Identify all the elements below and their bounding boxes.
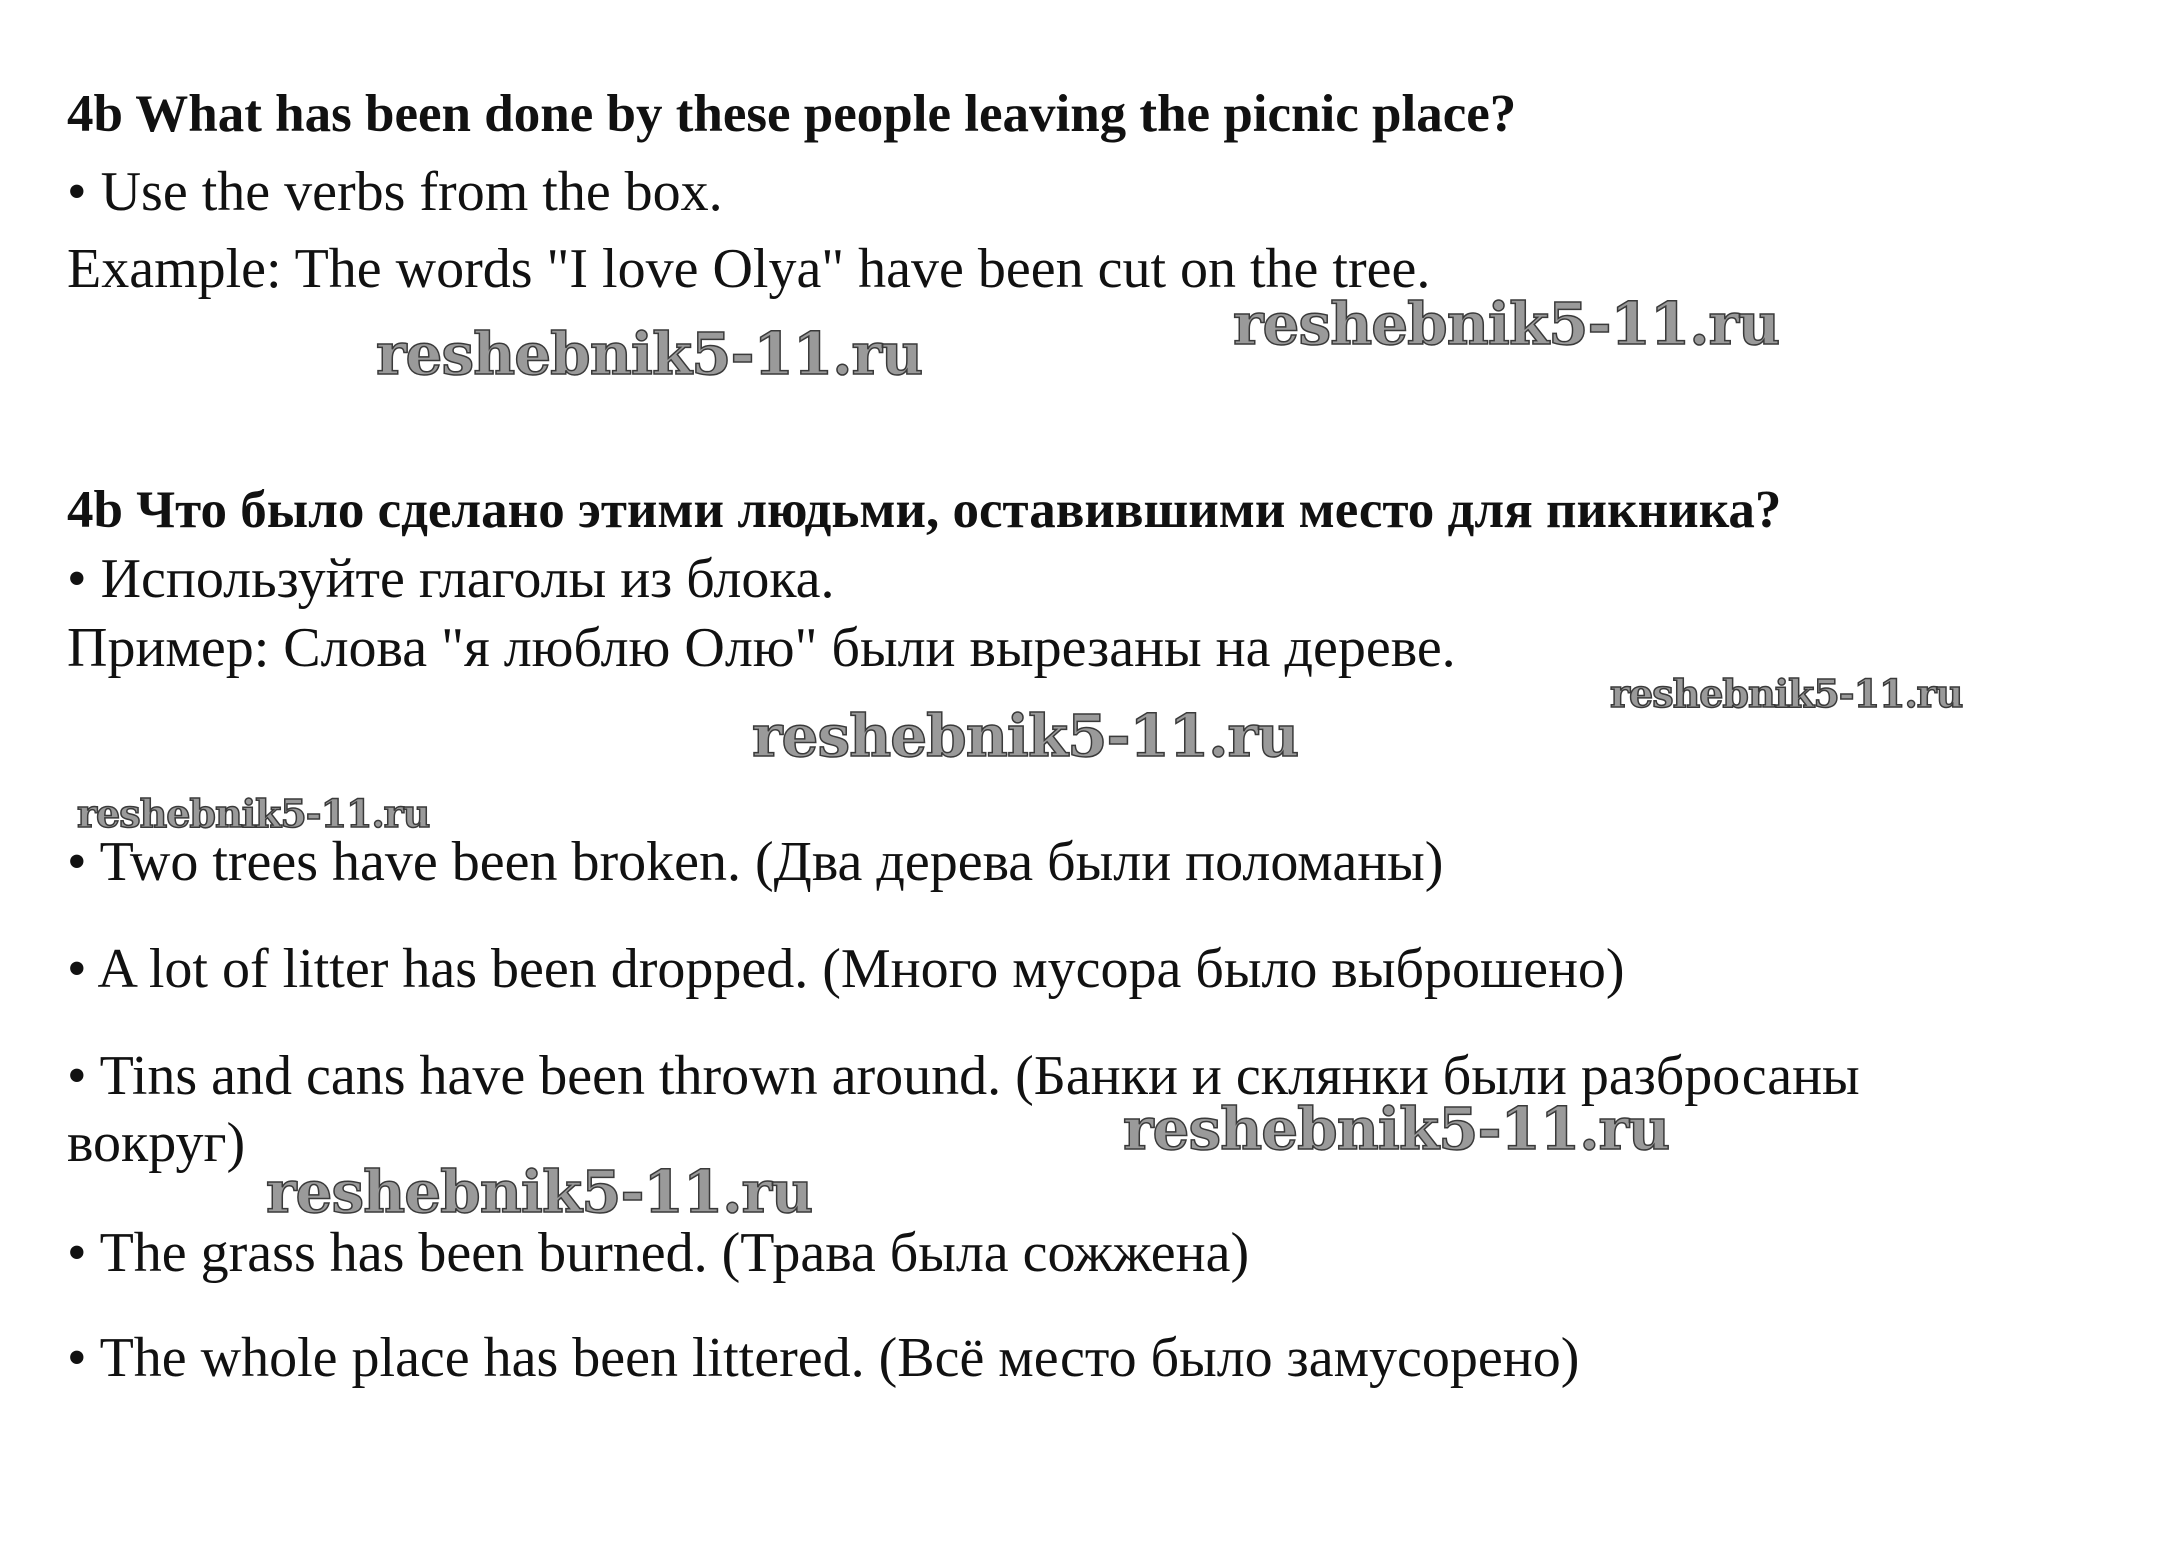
- russian-example: Пример: Слова "я люблю Олю" были вырезаны на дереве.: [67, 617, 1456, 679]
- watermark: reshebnik5-11.ru: [1610, 671, 1963, 716]
- russian-instruction: • Используйте глаголы из блока.: [67, 548, 835, 610]
- watermark: reshebnik5-11.ru: [77, 791, 430, 836]
- answer-item: • A lot of litter has been dropped. (Много мусора было выброшено): [67, 938, 1625, 1000]
- watermark: reshebnik5-11.ru: [376, 320, 923, 388]
- answer-item: • Two trees have been broken. (Два дерева были поломаны): [67, 831, 1444, 893]
- english-heading: 4b What has been done by these people leaving the picnic place?: [67, 85, 1517, 143]
- watermark: reshebnik5-11.ru: [266, 1158, 813, 1226]
- english-instruction: • Use the verbs from the box.: [67, 161, 723, 223]
- answer-item-continuation: вокруг): [67, 1112, 246, 1174]
- answer-item: • The whole place has been littered. (Всё место было замусорено): [67, 1327, 1580, 1389]
- watermark: reshebnik5-11.ru: [1123, 1095, 1670, 1163]
- english-example: Example: The words "I love Olya" have been cut on the tree.: [67, 238, 1431, 300]
- answer-item: • The grass has been burned. (Трава была сожжена): [67, 1222, 1250, 1284]
- watermark: reshebnik5-11.ru: [1233, 290, 1780, 358]
- russian-heading: 4b Что было сделано этими людьми, оставившими место для пикника?: [67, 481, 1782, 539]
- watermark: reshebnik5-11.ru: [752, 702, 1299, 770]
- answer-item: • Tins and cans have been thrown around. (Банки и склянки были разбросаны: [67, 1045, 1860, 1107]
